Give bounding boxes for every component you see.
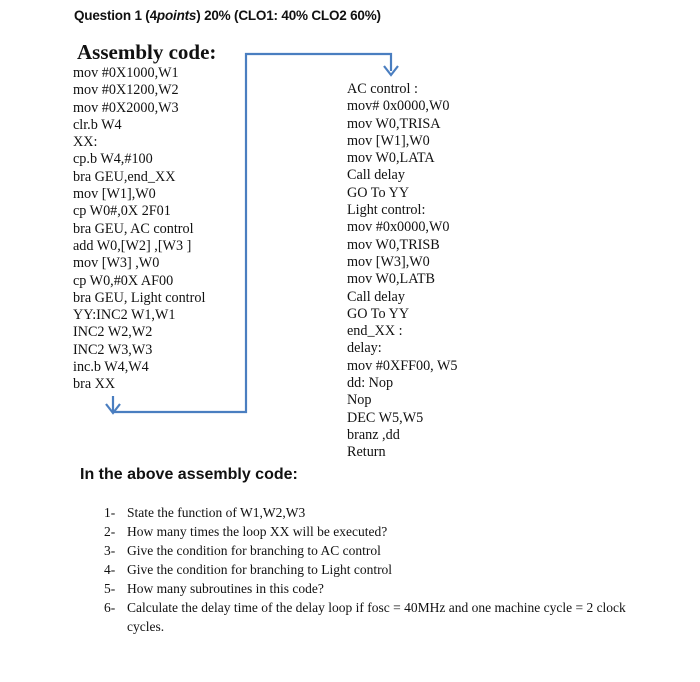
left-code-line: INC2 W2,W2 <box>73 324 153 341</box>
right-code-line: mov #0x0000,W0 <box>347 219 450 236</box>
right-code-line: GO To YY <box>347 184 410 201</box>
flow-connector-line <box>113 54 391 412</box>
heading-text: Question 1 (4 <box>74 8 157 23</box>
left-code-line: INC2 W3,W3 <box>73 341 153 358</box>
question-text: State the function of W1,W2,W3 <box>127 505 306 520</box>
right-code-line: Nop <box>347 392 372 409</box>
left-code-line: clr.b W4 <box>73 116 122 133</box>
question-number: 5- <box>104 581 116 596</box>
right-code-line: mov W0,LATA <box>347 150 435 167</box>
right-code-line: mov W0,LATB <box>347 271 436 288</box>
section-title: In the above assembly code: <box>80 466 298 483</box>
question-number: 4- <box>104 562 116 577</box>
question-text: Calculate the delay time of the delay loop if fosc = 40MHz and one machine cycle = 2 clock cycles. <box>127 600 626 634</box>
left-code-line: bra GEU, AC control <box>73 220 194 237</box>
left-code-line: cp W0#,0X 2F01 <box>73 203 171 220</box>
question-item <box>104 541 644 560</box>
question-item <box>104 579 644 598</box>
left-code-line: mov #0X1200,W2 <box>73 82 179 99</box>
question-number: 3- <box>104 543 116 558</box>
right-code-line: DEC W5,W5 <box>347 409 424 426</box>
left-code-line: bra XX <box>73 376 116 393</box>
left-code-line: mov [W3] ,W0 <box>73 255 160 272</box>
left-code-line: bra GEU, Light control <box>73 289 206 306</box>
right-code-line: Light control: <box>347 202 426 219</box>
code-title: Assembly code: <box>77 40 217 64</box>
question-number: 6- <box>104 600 116 615</box>
question-number: 1- <box>104 505 116 520</box>
left-code-line: mov #0X1000,W1 <box>73 65 179 81</box>
right-code-line: mov W0,TRISA <box>347 115 441 132</box>
right-code-line: GO To YY <box>347 305 410 322</box>
question-text: Give the condition for branching to Light control <box>127 562 393 577</box>
heading-text-rest: ) 20% (CLO1: 40% CLO2 60%) <box>196 8 381 23</box>
right-code-line: mov #0XFF00, W5 <box>347 357 458 374</box>
question-item <box>104 503 644 522</box>
question-list <box>104 503 644 636</box>
right-code-line: mov [W1],W0 <box>347 132 430 149</box>
right-code-line: mov# 0x0000,W0 <box>347 98 450 115</box>
right-code-line: branz ,dd <box>347 426 400 443</box>
question-item <box>104 560 644 579</box>
left-code-line: add W0,[W2] ,[W3 ] <box>73 237 192 254</box>
question-number: 2- <box>104 524 116 539</box>
left-code-line: cp.b W4,#100 <box>73 151 153 168</box>
right-code-line: Call delay <box>347 167 405 184</box>
left-code-line: inc.b W4,W4 <box>73 359 149 376</box>
question-item <box>104 598 644 636</box>
right-code-line: delay: <box>347 340 382 357</box>
question-item <box>104 522 644 541</box>
heading-points: points <box>156 8 197 23</box>
question-text: Give the condition for branching to AC control <box>127 543 381 558</box>
right-code-line: end_XX : <box>347 323 403 340</box>
left-code-line: bra GEU,end_XX <box>73 168 176 185</box>
right-code-line: mov W0,TRISB <box>347 236 440 253</box>
left-code-line: YY:INC2 W1,W1 <box>73 307 176 324</box>
left-code-line: mov [W1],W0 <box>73 186 156 203</box>
right-code-line: AC control : <box>347 81 418 97</box>
question-text: How many times the loop XX will be executed? <box>127 524 388 539</box>
right-code-line: mov [W3],W0 <box>347 253 430 270</box>
right-code-line: Call delay <box>347 288 405 305</box>
right-code-line: dd: Nop <box>347 375 394 392</box>
left-code-line: XX: <box>73 134 98 151</box>
right-code-line: Return <box>347 444 386 461</box>
left-code-line: mov #0X2000,W3 <box>73 99 179 116</box>
left-code-line: cp W0,#0X AF00 <box>73 272 174 289</box>
question-text: How many subroutines in this code? <box>127 581 324 596</box>
